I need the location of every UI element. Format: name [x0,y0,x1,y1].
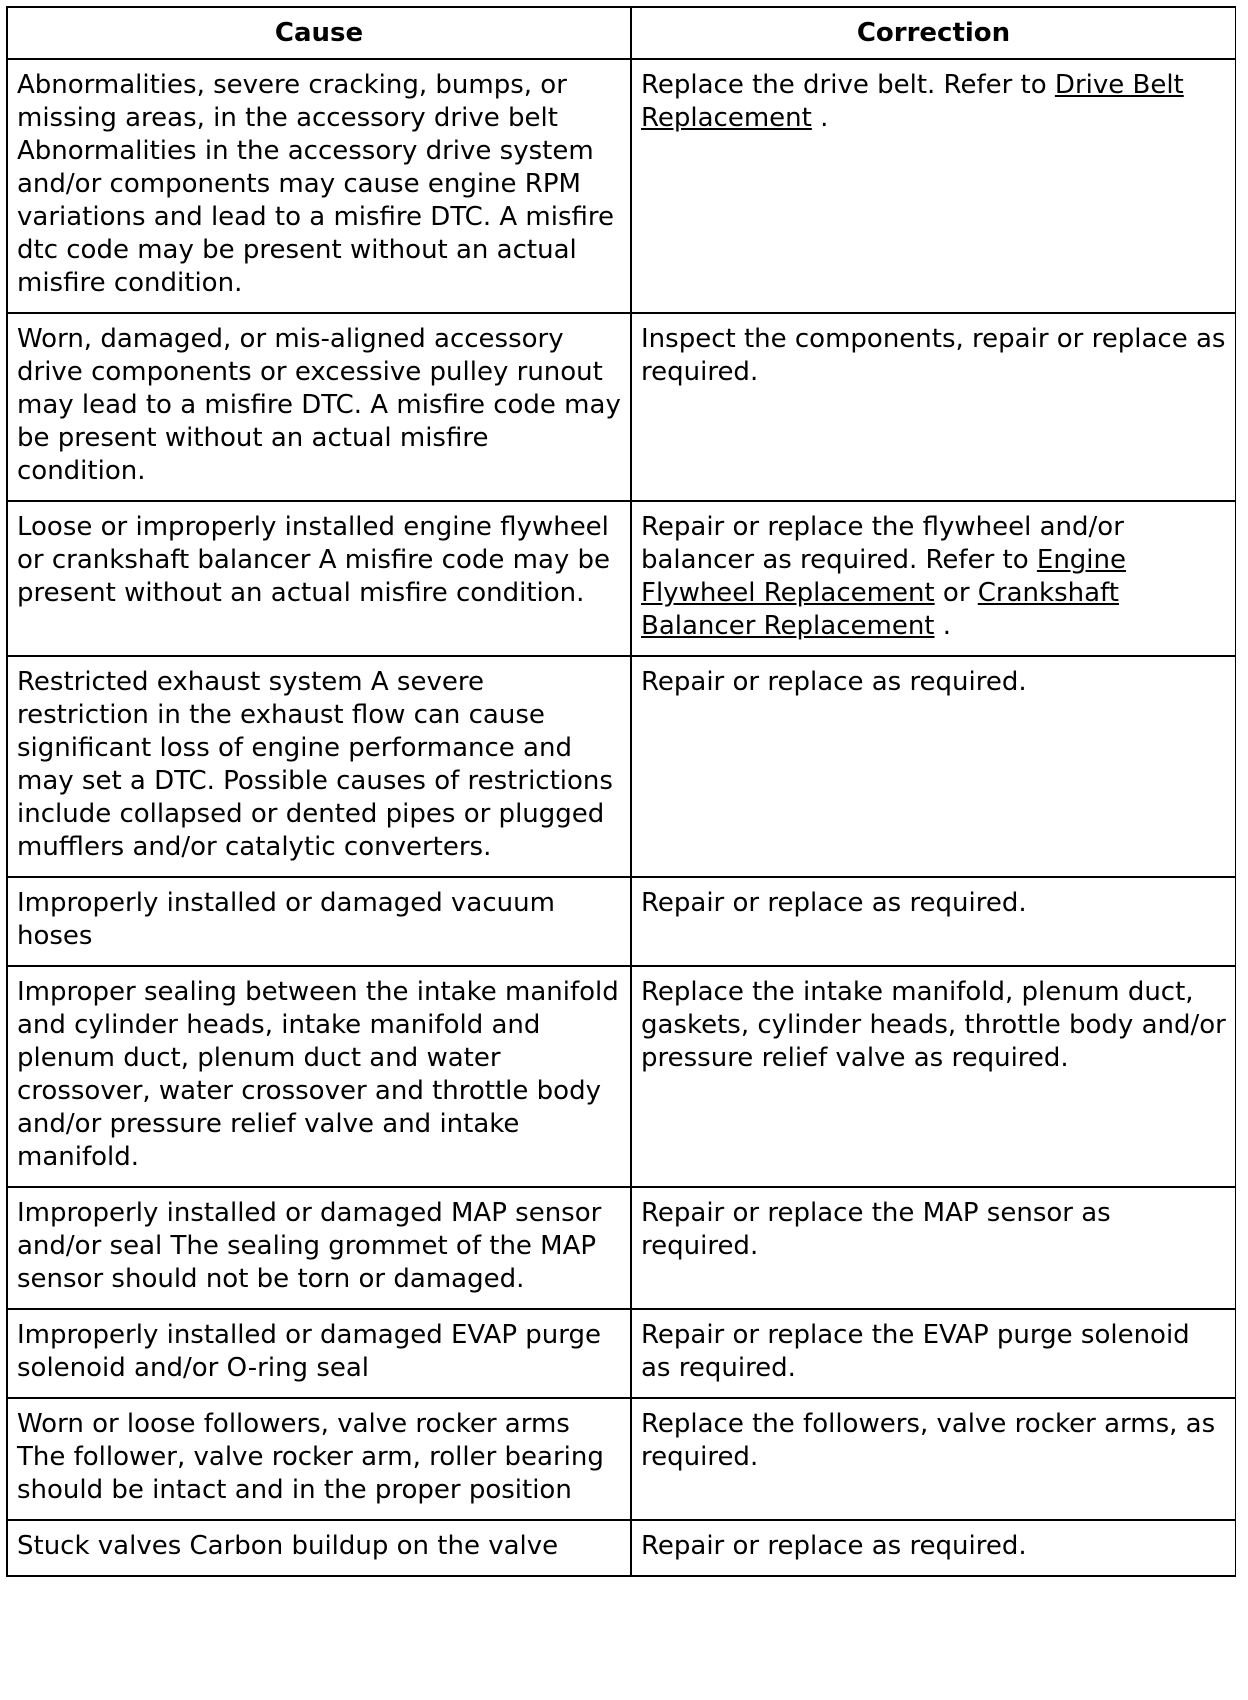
table-row [7,1398,1236,1520]
correction-text: . [811,103,829,133]
cause-cell: Loose or improperly installed engine flywheel or crankshaft balancer A misfire code may be present without an actual misfire condition. [7,501,631,656]
header-cause: Cause [7,7,631,59]
correction-text: . [934,611,952,641]
drive-belt-replacement-link[interactable]: Drive Belt Replacement [641,70,1184,133]
table-row [7,1309,1236,1398]
correction-cell: Inspect the components, repair or replace as required. [631,313,1236,501]
correction-cell [631,501,1236,656]
correction-cell: Repair or replace the EVAP purge solenoid as required. [631,1309,1236,1398]
correction-cell: Repair or replace as required. [631,656,1236,877]
correction-cell: Replace the followers, valve rocker arms, as required. [631,1398,1236,1520]
table-row [7,656,1236,877]
cause-cell: Improperly installed or damaged MAP sensor and/or seal The sealing grommet of the MAP sensor should not be torn or damaged. [7,1187,631,1309]
table-row [7,877,1236,966]
cause-correction-table [6,6,1236,1577]
table-row [7,966,1236,1187]
table-row [7,59,1236,313]
table-row [7,1520,1236,1576]
correction-text: or [934,578,978,608]
correction-cell [631,59,1236,313]
correction-text: Replace the drive belt. Refer to [641,70,1055,100]
cause-cell: Worn, damaged, or mis-aligned accessory drive components or excessive pulley runout may lead to a misfire DTC. A misfire code may be present without an actual misfire condition. [7,313,631,501]
correction-cell: Repair or replace as required. [631,877,1236,966]
cause-cell: Improperly installed or damaged vacuum hoses [7,877,631,966]
correction-cell: Repair or replace as required. [631,1520,1236,1576]
cause-cell: Abnormalities, severe cracking, bumps, or missing areas, in the accessory drive belt Abnormalities in the accessory drive system and/or components may cause engine RPM variations and lead to a misfire DTC. A misfire dtc code may be present without an actual misfire condition. [7,59,631,313]
table-row [7,1187,1236,1309]
cause-cell: Worn or loose followers, valve rocker arms The follower, valve rocker arm, roller bearing should be intact and in the proper position [7,1398,631,1520]
correction-cell: Repair or replace the MAP sensor as required. [631,1187,1236,1309]
cause-cell: Improperly installed or damaged EVAP purge solenoid and/or O-ring seal [7,1309,631,1398]
correction-text: Repair or replace the flywheel and/or balancer as required. Refer to [641,512,1124,575]
page [6,6,1236,1700]
correction-cell: Replace the intake manifold, plenum duct, gaskets, cylinder heads, throttle body and/or pressure relief valve as required. [631,966,1236,1187]
table-header-row [7,7,1236,59]
table-row [7,313,1236,501]
table-row [7,501,1236,656]
cause-cell: Stuck valves Carbon buildup on the valve [7,1520,631,1576]
header-correction: Correction [631,7,1236,59]
cause-cell: Restricted exhaust system A severe restriction in the exhaust flow can cause significant loss of engine performance and may set a DTC. Possible causes of restrictions include collapsed or dented pipes or plugged mufflers and/or catalytic converters. [7,656,631,877]
engine-flywheel-replacement-link[interactable]: Engine Flywheel Replacement [641,545,1126,608]
crankshaft-balancer-replacement-link[interactable]: Crankshaft Balancer Replacement [641,578,1119,641]
cause-cell: Improper sealing between the intake manifold and cylinder heads, intake manifold and plenum duct, plenum duct and water crossover, water crossover and throttle body and/or pressure relief valve and intake manifold. [7,966,631,1187]
